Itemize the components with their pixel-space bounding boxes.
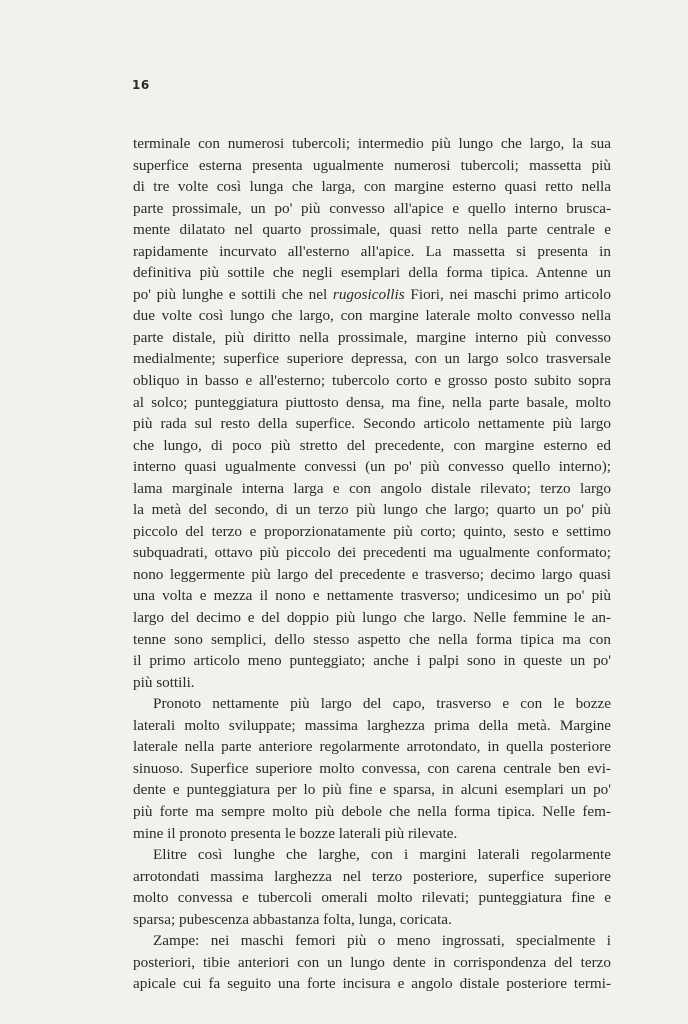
text-line: posteriori, tibie anteriori con un lungo dente in corrispondenza del terzo: [133, 953, 611, 971]
text-line: medialmente; superfice superiore depressa, con un largo solco trasversale: [133, 350, 611, 368]
text-line: nono leggermente più largo del precedente e trasverso; decimo largo quasi: [133, 565, 611, 583]
text-line: due volte così lungo che largo, con margine laterale molto convesso nella: [133, 307, 611, 325]
text-line: più sottili.: [133, 673, 195, 691]
text-line: arrotondati massima larghezza nel terzo posteriore, superfice superiore: [133, 867, 611, 885]
text-line: che lungo, di poco più stretto del precedente, con margine esterno ed: [133, 436, 611, 454]
text-line: al solco; punteggiatura piuttosto densa, ma fine, nella parte basale, molto: [133, 393, 611, 411]
species-name: rugosicollis: [332, 285, 405, 303]
text-line: Zampe: nei maschi femori più o meno ingrossati, specialmente i: [153, 932, 611, 950]
text-line: rapidamente incurvato all'esterno all'apice. La massetta si presenta in: [133, 242, 611, 260]
text-line: Elitre così lunghe che larghe, con i margini laterali regolarmente: [153, 846, 611, 864]
text-line: apicale cui fa seguito una forte incisura e angolo distale posteriore termi-: [133, 975, 611, 993]
text-line: interno quasi ugualmente convessi (un po' più convesso quello interno);: [133, 458, 611, 476]
text-line: tenne sono semplici, dello stesso aspetto che nella forma tipica ma con: [133, 630, 611, 648]
text-line: laterale nella parte anteriore regolarmente arrotondato, in quella posteriore: [133, 738, 611, 756]
text-line: piccolo del terzo e proporzionatamente più corto; quinto, sesto e settimo: [133, 522, 611, 540]
text-line: dente e punteggiatura per lo più fine e sparsa, in alcuni esemplari un po': [133, 781, 611, 799]
text-line: più rada sul resto della superfice. Secondo articolo nettamente più largo: [133, 415, 611, 433]
text-line: obliquo in basso e all'esterno; tubercolo corto e grosso posto subito sopra: [133, 372, 611, 390]
text-line: largo del decimo e del doppio più lungo che largo. Nelle femmine le an-: [133, 609, 611, 627]
text-line: parte prossimale, un po' più convesso all'apice e quello interno brusca-: [133, 199, 611, 217]
text-line: laterali molto sviluppate; massima larghezza prima della metà. Margine: [133, 716, 611, 734]
text-line: subquadrati, ottavo più piccolo dei precedenti ma ugualmente conformato;: [133, 544, 611, 562]
text-line: la metà del secondo, di un terzo più lungo che largo; quarto un po' più: [133, 501, 611, 519]
text-line: parte distale, più diritto nella prossimale, margine interno più convesso: [133, 328, 611, 346]
text-segment: po' più lunghe e sottili che nel: [133, 285, 333, 303]
text-line: mine il pronoto presenta le bozze laterali più rilevate.: [133, 824, 458, 842]
text-line: di tre volte così lunga che larga, con margine esterno quasi retto nella: [133, 178, 611, 196]
text-line: una volta e mezza il nono e nettamente trasverso; undicesimo un po' più: [133, 587, 611, 605]
page-number: 16: [132, 78, 150, 92]
body-text: [133, 133, 611, 995]
text-line: [133, 284, 611, 306]
text-line: definitiva più sottile che negli esemplari della forma tipica. Antenne un: [133, 264, 611, 282]
text-line: molto convessa e tubercoli omerali molto rilevati; punteggiatura fine e: [133, 889, 611, 907]
text-line: Pronoto nettamente più largo del capo, trasverso e con le bozze: [153, 695, 611, 713]
text-line: sparsa; pubescenza abbastanza folta, lunga, coricata.: [133, 910, 452, 928]
text-line: terminale con numerosi tubercoli; intermedio più lungo che largo, la sua: [133, 135, 611, 152]
text-line: mente dilatato nel quarto prossimale, quasi retto nella parte centrale e: [133, 221, 611, 239]
text-line: superfice esterna presenta ugualmente numerosi tubercoli; massetta più: [133, 156, 611, 174]
text-segment: Fiori, nei maschi primo articolo: [404, 285, 611, 303]
text-line: sinuoso. Superfice superiore molto convessa, con carena centrale ben evi-: [133, 759, 611, 777]
text-line: più forte ma sempre molto più debole che nella forma tipica. Nelle fem-: [133, 802, 611, 820]
text-line: il primo articolo meno punteggiato; anche i palpi sono in queste un po': [133, 652, 611, 670]
text-line: lama marginale interna larga e con angolo distale rilevato; terzo largo: [133, 479, 611, 497]
